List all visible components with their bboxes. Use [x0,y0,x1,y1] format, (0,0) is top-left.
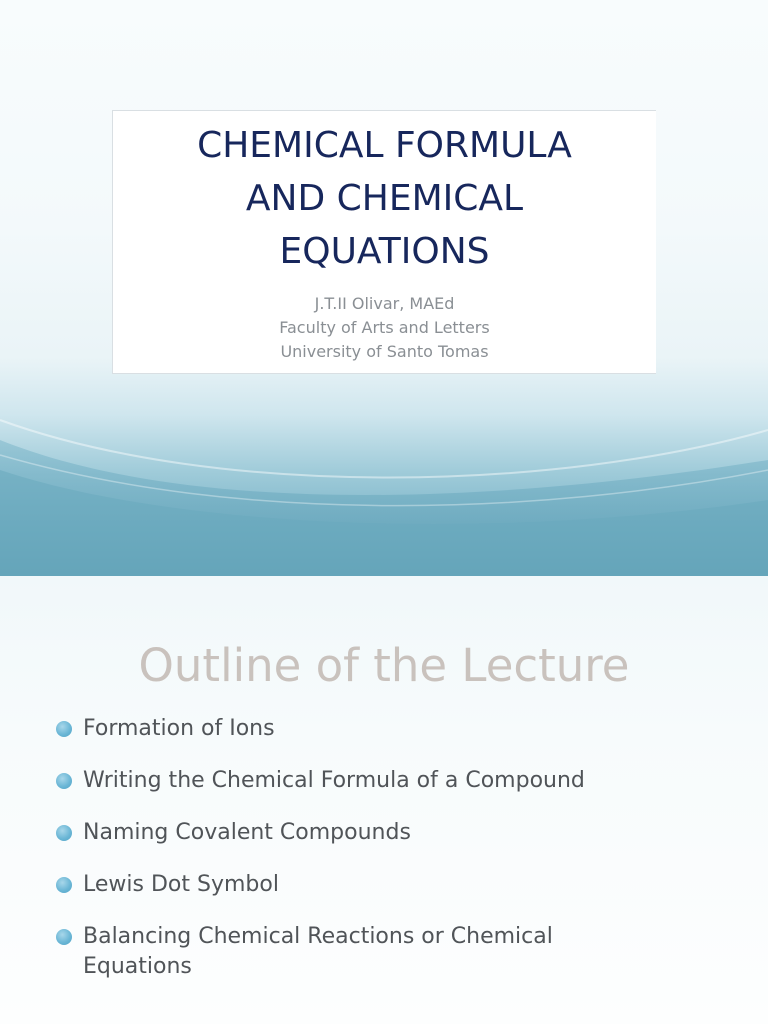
bullet-dot-icon [56,825,72,841]
list-item-text: Equations [83,954,192,979]
bullet-dot-icon [56,721,72,737]
list-item [56,714,756,744]
list-item-text: Balancing Chemical Reactions or Chemical [83,924,553,949]
outline-heading: Outline of the Lecture [138,639,630,692]
list-item [56,922,756,982]
list-item-text: Naming Covalent Compounds [83,820,411,845]
list-item-text: Lewis Dot Symbol [83,872,279,897]
faculty-name: Faculty of Arts and Letters [279,318,490,337]
list-item [56,818,756,848]
list-item-text: Formation of Ions [83,716,275,741]
title-box [112,110,656,374]
list-item [56,766,756,796]
title-line: EQUATIONS [279,231,490,272]
bullet-dot-icon [56,877,72,893]
outline-list [56,714,756,1004]
title-line: CHEMICAL FORMULA [197,125,572,166]
list-item-text: Writing the Chemical Formula of a Compound [83,768,585,793]
slide-title [113,119,656,278]
bullet-dot-icon [56,773,72,789]
university-name: University of Santo Tomas [280,342,489,361]
bullet-dot-icon [56,929,72,945]
list-item [56,870,756,900]
author-name: J.T.II Olivar, MAEd [314,294,455,313]
subtitle [113,292,656,364]
title-line: AND CHEMICAL [245,178,524,219]
